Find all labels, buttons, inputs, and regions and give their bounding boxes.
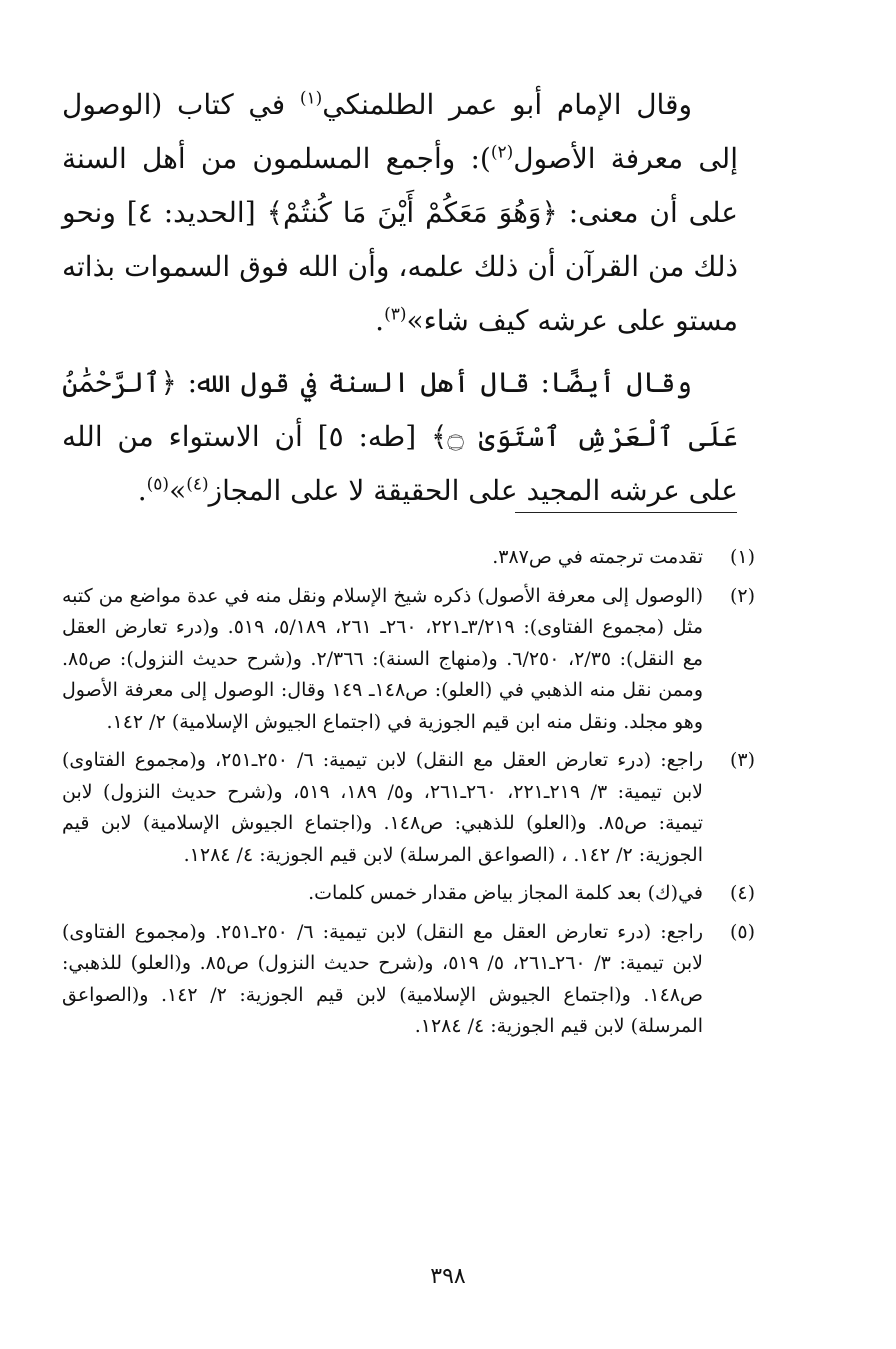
footnote	[62, 878, 755, 910]
main-text	[62, 78, 738, 518]
paragraph-1-text-c: ): وأجمع المسلمون من أهل السنة على أن معنى: ﴿وَهُوَ مَعَكُمْ أَيْنَ مَا كُنتُمْ﴾ [الحديد: ٤] ونحو ذلك من القرآن أن ذلك علمه، وأن الله فوق السموات بذاته مستو على عرشه كيف شاء»	[62, 142, 738, 337]
footnote	[62, 581, 755, 739]
footnote-text: (الوصول إلى معرفة الأصول) ذكره شيخ الإسلام ونقل منه في عدة مواضع من كتبه مثل (مجموع الفتاوى): ٣/٢١٩ـ٢٢١، ٢٦٠ـ ٢٦١، ٥/١٨٩، ٥١٩. و(درء تعارض العقل مع النقل): ٢/٣٥، ٦/٢٥٠. و(منهاج السنة): ٢/٣٦٦. و(شرح حديث النزول): ص٨٥. وممن نقل منه الذهبي في (العلو): ص١٤٨ـ ١٤٩ وقال: الوصول إلى معرفة الأصول وهو مجلد. ونقل منه ابن قيم الجوزية في (اجتماع الجيوش الإسلامية) ٢/ ١٤٢.	[62, 584, 704, 733]
paragraph-2-text-b: »	[169, 474, 187, 507]
footnote-text: تقدمت ترجمته في ص٣٨٧.	[492, 546, 703, 568]
footnotes	[62, 542, 755, 1050]
footnote-ref-4: (٤)	[186, 474, 209, 495]
footnote-text: في(ك) بعد كلمة المجاز بياض مقدار خمس كلمات.	[308, 882, 703, 904]
footnote-text: راجع: (درء تعارض العقل مع النقل) لابن تيمية: ٦/ ٢٥٠ـ٢٥١. و(مجموع الفتاوى) لابن تيمية: ٣/ ٢٦٠ـ٢٦١، ٥/ ٥١٩، و(شرح حديث النزول) ص٨٥. و(العلو) للذهبي: ص١٤٨. و(اجتماع الجيوش الإسلامية) لابن قيم الجوزية: ٢/ ١٤٢. و(الصواعق المرسلة) لابن قيم الجوزية: ٤/ ١٢٨٤.	[62, 920, 704, 1037]
paragraph-2	[62, 356, 738, 518]
footnote-number: (١)	[729, 546, 755, 568]
footnote	[62, 917, 755, 1043]
footnote-number: (٤)	[729, 882, 755, 904]
paragraph-1-text-a: وقال الإمام أبو عمر الطلمنكي	[322, 88, 692, 121]
page-number: ٣٩٨	[430, 1264, 466, 1289]
footnote-number: (٢)	[729, 584, 755, 607]
paragraph-1-end: .	[375, 304, 385, 337]
footnote-text: راجع: (درء تعارض العقل مع النقل) لابن تيمية: ٦/ ٢٥٠ـ٢٥١، و(مجموع الفتاوى) لابن تيمية: ٣/ ٢١٩ـ٢٢١، ٢٦٠ـ٢٦١، و٥/ ١٨٩، ٥١٩، و(شرح حديث النزول) لابن تيمية: ص٨٥. و(العلو) للذهبي: ص١٤٨. و(اجتماع الجيوش الإسلامية) لابن قيم الجوزية: ٢/ ١٤٢. ، (الصواعق المرسلة) لابن قيم الجوزية: ٤/ ١٢٨٤.	[62, 749, 704, 866]
footnote-ref-3: (٣)	[384, 304, 407, 325]
footnote-ref-1: (١)	[299, 88, 323, 109]
footnote	[62, 542, 755, 574]
paragraph-2-end: .	[137, 474, 147, 507]
footnote-number: (٣)	[729, 749, 755, 771]
footnote	[62, 745, 755, 871]
footnote-ref-2: (٢)	[490, 142, 514, 163]
footnote-ref-5: (٥)	[146, 474, 170, 495]
footnote-number: (٥)	[729, 920, 755, 943]
paragraph-1	[62, 78, 738, 348]
paragraph-1-text-b: في كتاب (الوصول إلى معرفة الأصول	[62, 88, 738, 175]
footnote-divider	[515, 512, 737, 513]
paragraph-2-text-a: وقال أيضًا: قال أهل السنة في قول الله: ﴿ٱلرَّحْمَٰنُ عَلَى ٱلْعَرْشِ ٱسْتَوَىٰ ۝﴾ [طه: ٥] أن الاستواء من الله على عرشه المجيد على الحقيقة لا على المجاز	[62, 366, 738, 507]
